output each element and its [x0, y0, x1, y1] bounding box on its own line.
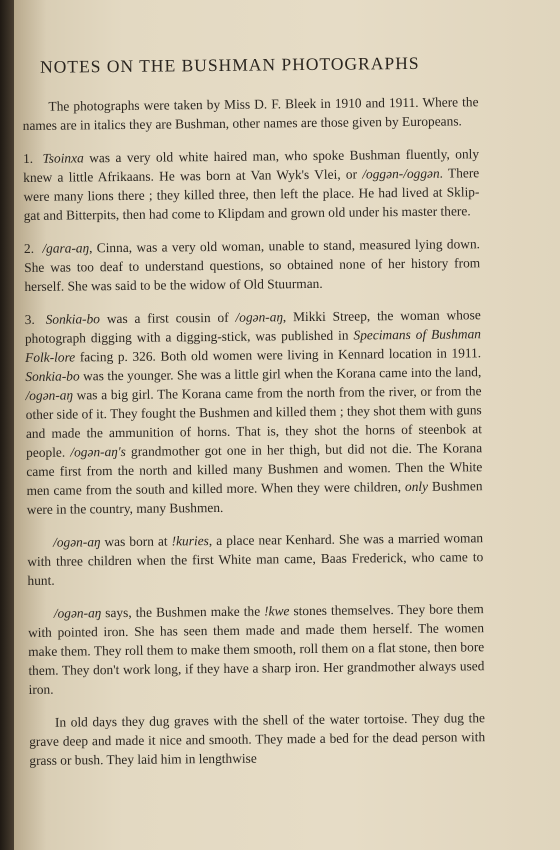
bushman-name: /ogən-aŋ — [53, 605, 102, 621]
book-page — [14, 0, 560, 850]
paragraph-text: was born at — [100, 533, 172, 550]
paragraph-text: . There were many lions there ; they killed three, then left the place. He had lived at Sklip-gat and Bitterpits, then had come to Klipdam and grown old under his master there. — [23, 165, 480, 223]
paragraph-text: Bushmen were in the country, many Bushmen. — [26, 478, 483, 517]
paragraph-text: In old days they dug graves with the shell of the water tortoise. They dug the grave deep and made it nice and smooth. They made a bed for the dead person with grass or bush. They laid him in lengthwise — [29, 710, 486, 768]
paragraph-1 — [23, 144, 480, 225]
bushman-name: /ogən-aŋ's — [70, 443, 126, 460]
paragraph-text: , Cinna, was a very old woman, unable to stand, measured lying down. She was too deaf to understand questions, so obtained none of her history from herself. She was said to be the widow of Old Stuurman. — [24, 236, 481, 294]
paragraph-3 — [25, 305, 483, 519]
paragraph-number: 3. — [24, 311, 35, 327]
bushman-name: /ogən-aŋ — [25, 387, 73, 403]
paragraph-4 — [27, 528, 484, 590]
publication-title: Specimans of Bushman Folk-lore — [25, 326, 482, 365]
paragraph-text: was a first cousin of — [99, 309, 236, 327]
bushman-name: /gara-aŋ — [42, 240, 90, 256]
paragraph-text: stones themselves. They bore them with pointed iron. She has seen them made and made them herself. The women make them. They roll them to make them smooth, roll them on a flat stone, then bore them. They don't work long, if they have a sharp iron. Her grandmother always used iron. — [27, 601, 485, 697]
paragraph-text: says, the Bushmen make the — [101, 603, 265, 621]
paragraph-text: grandmother got one in her thigh, but did not die. The Korana came first from the north and killed many Bushmen and women. Then the White men came from the south and killed more. When they were children, — [26, 440, 483, 498]
bushman-name: Sonkia-bo — [45, 311, 101, 327]
bushman-name: Tsoinxa — [42, 150, 84, 166]
paragraph-number: 2. — [23, 240, 35, 256]
paragraph-text: , a place near Kenhard. She was a married woman with three children when the first White man came, Baas Frederick, who came to hunt. — [27, 530, 484, 588]
page-content — [22, 53, 486, 784]
bushman-term: !kwe — [264, 603, 290, 619]
emphasis: only — [404, 478, 429, 495]
paragraph-text: , Mikki Streep, the woman whose photograph digging with a digging-stick, was published in — [24, 307, 481, 346]
paragraph-text: facing p. 326. Both old women were living in Kennard location in 1911. — [75, 345, 482, 365]
place-name: !kuries — [171, 533, 209, 549]
bushman-name: /ogən-aŋ — [235, 309, 283, 325]
bushman-name: Sonkia-bo — [25, 368, 80, 384]
paragraph-number: 1. — [22, 150, 34, 166]
bushman-name: /ogən-aŋ — [52, 534, 101, 550]
paragraph-text: was a big girl. The Korana came from the north from the river, or from the other side of it. They fought the Bushmen and killed them ; they shot them with guns and made the ammunition of horns. That is, they shot the horns of steenbok at people. — [25, 383, 482, 460]
paragraph-intro — [22, 92, 478, 135]
page-title: NOTES ON THE BUSHMAN PHOTOGRAPHS — [39, 52, 420, 77]
paragraph-2 — [24, 234, 481, 296]
paragraph-text: The photographs were taken by Miss D. F. Bleek in 1910 and 1911. Where the names are in italics they are Bushman, other names are those given by Europeans. — [22, 94, 479, 133]
bushman-name: /oggən-/oggən — [362, 165, 440, 182]
paragraph-text: was the younger. She was a little girl when the Korana came into the land, — [79, 364, 482, 384]
paragraph-5 — [28, 599, 485, 699]
paragraph-text: was a very old white haired man, who spoke Bushman fluently, only knew a little Afrikaans. He was born at Van Wyk's Vlei, or — [23, 146, 480, 185]
book-spine-shadow — [0, 0, 14, 850]
paragraph-6 — [29, 708, 486, 770]
